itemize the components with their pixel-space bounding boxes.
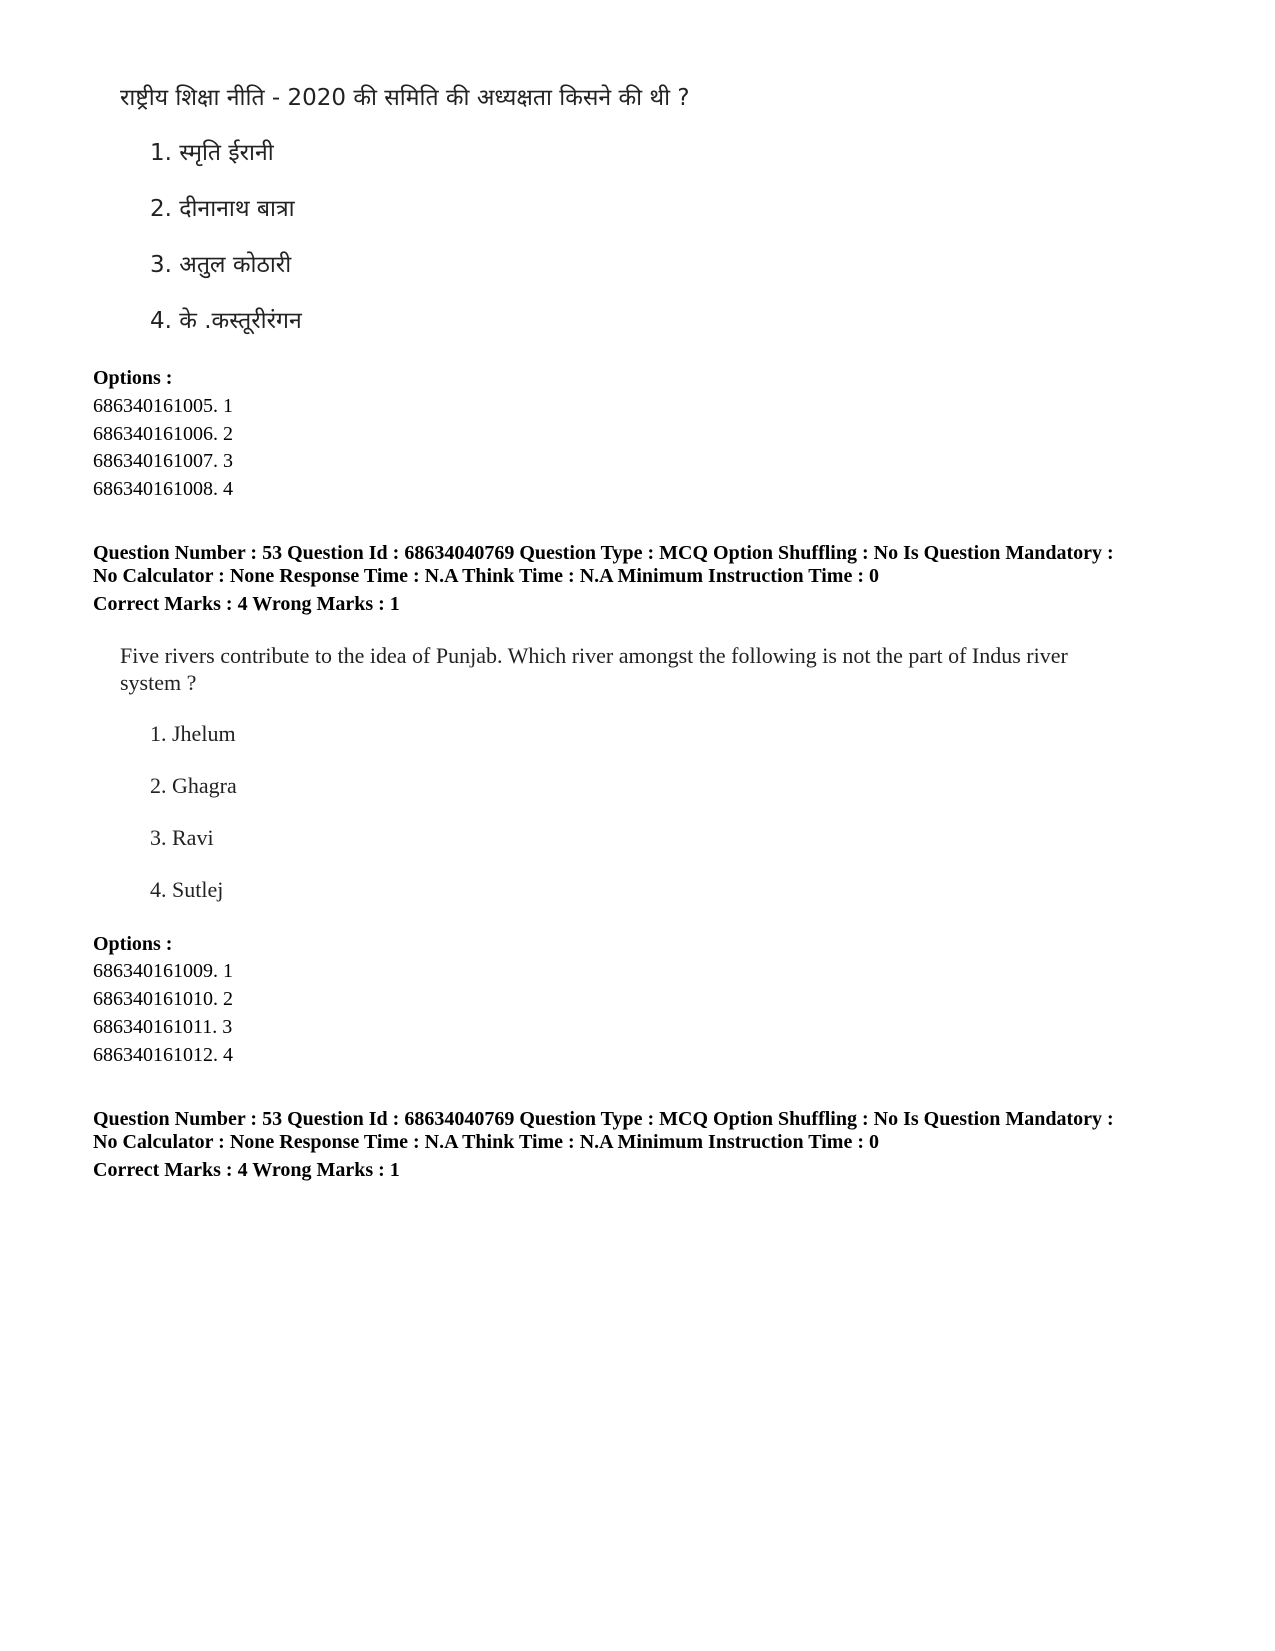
question-52-choice-4: 4. के .कस्तूरीरंगन [150, 308, 302, 334]
question-53-text-line-2: system ? [120, 670, 197, 695]
question-53-options-heading: Options : [93, 933, 173, 955]
question-52-option-3: 686340161007. 3 [93, 450, 233, 472]
question-53-choice-4: 4. Sutlej [150, 877, 224, 902]
question-53-repeat-meta-line-2: No Calculator : None Response Time : N.A Think Time : N.A Minimum Instruction Time : 0 [93, 1131, 879, 1153]
question-53-repeat-marks: Correct Marks : 4 Wrong Marks : 1 [93, 1159, 400, 1181]
question-53-text-line-1: Five rivers contribute to the idea of Punjab. Which river amongst the following is not the part of Indus river [120, 643, 1068, 668]
question-53-meta-line-2: No Calculator : None Response Time : N.A Think Time : N.A Minimum Instruction Time : 0 [93, 565, 879, 587]
question-52-option-1: 686340161005. 1 [93, 395, 233, 417]
question-53-option-4: 686340161012. 4 [93, 1044, 233, 1066]
question-53-repeat-meta-line-1: Question Number : 53 Question Id : 68634040769 Question Type : MCQ Option Shuffling : No Is Question Mandatory : [93, 1108, 1114, 1130]
question-52-text: राष्ट्रीय शिक्षा नीति - 2020 की समिति की अध्यक्षता किसने की थी ? [120, 85, 690, 111]
question-52-options-heading: Options : [93, 367, 173, 389]
question-52-option-2: 686340161006. 2 [93, 423, 233, 445]
question-53-choice-1: 1. Jhelum [150, 721, 236, 746]
question-53-marks: Correct Marks : 4 Wrong Marks : 1 [93, 593, 400, 615]
question-53-option-2: 686340161010. 2 [93, 988, 233, 1010]
question-52-choice-2: 2. दीनानाथ बात्रा [150, 196, 295, 222]
question-53-choice-2: 2. Ghagra [150, 773, 237, 798]
question-53-option-1: 686340161009. 1 [93, 960, 233, 982]
question-52-choice-3: 3. अतुल कोठारी [150, 252, 292, 278]
question-53-choice-3: 3. Ravi [150, 825, 214, 850]
question-52-choice-1: 1. स्मृति ईरानी [150, 140, 274, 166]
question-53-meta-line-1: Question Number : 53 Question Id : 68634040769 Question Type : MCQ Option Shuffling : No Is Question Mandatory : [93, 542, 1114, 564]
question-53-option-3: 686340161011. 3 [93, 1016, 233, 1038]
question-52-option-4: 686340161008. 4 [93, 478, 233, 500]
